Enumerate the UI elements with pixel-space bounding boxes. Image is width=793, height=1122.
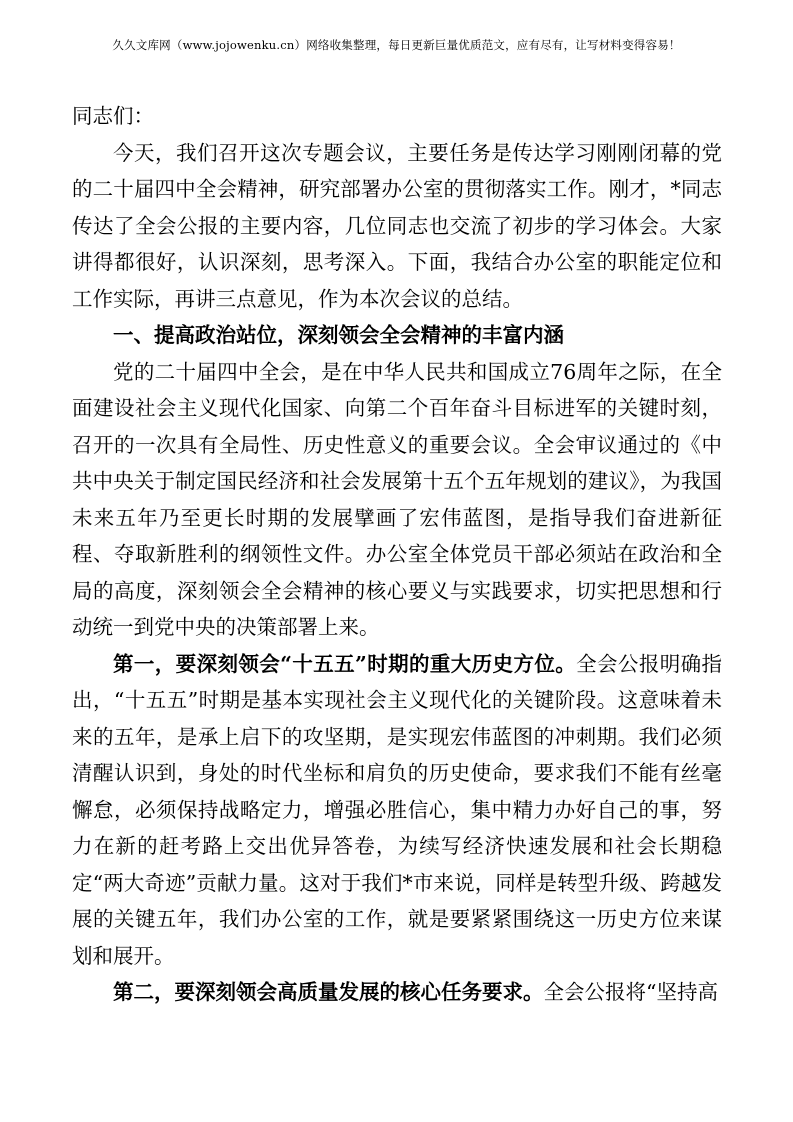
salutation: 同志们： — [72, 104, 154, 128]
point-1-text: 全会公报明确指出，“十五五”时期是基本实现社会主义现代化的关键阶段。这意味着未来的五年，是承上启下的攻坚期，是实现宏伟蓝图的冲刺期。我们必须清醒认识到，身处的时代坐标和肩负的历史使命，要求我们不能有丝毫懈怠，必须保持战略定力，增强必胜信心，集中精力办好自己的事，努力在新的赶考路上交出优异答卷，为续写经济快速发展和社会长期稳定“两大奇迹”贡献力量。这对于我们*市来说，同样是转型升级、跨越发展的关键五年，我们办公室的工作，就是要紧紧围绕这一历史方位来谋划和展开。 — [72, 651, 723, 968]
paragraph-section-1-overview: 党的二十届四中全会，是在中华人民共和国成立76周年之际，在全面建设社会主义现代化国家、向第二个百年奋斗目标进军的关键时刻，召开的一次具有全局性、历史性意义的重要会议。全会审议通过的《中共中央关于制定国民经济和社会发展第十五个五年规划的建议》，为我国未来五年乃至更长时期的发展擘画了宏伟蓝图，是指导我们奋进新征程、夺取新胜利的纲领性文件。办公室全体党员干部必须站在政治和全局的高度，深刻领会全会精神的核心要义与实践要求，切实把思想和行动统一到党中央的决策部署上来。 — [72, 359, 722, 639]
paragraph-point-1 — [72, 646, 722, 975]
paragraph-point-2 — [72, 974, 722, 1011]
point-1-lead: 第一，要深刻领会“十五五”时期的重大历史方位。 — [113, 651, 577, 676]
paragraph-intro: 今天，我们召开这次专题会议，主要任务是传达学习刚刚闭幕的党的二十届四中全会精神，研究部署办公室的贯彻落实工作。刚才，*同志传达了全会公报的主要内容，几位同志也交流了初步的学习体会。大家讲得都很好，认识深刻，思考深入。下面，我结合办公室的职能定位和工作实际，再讲三点意见，作为本次会议的总结。 — [72, 140, 722, 311]
page-header-banner: 久久文库网（www.jojowenku.cn）网络收集整理，每日更新巨量优质范文，应有尽有，让写材料变得容易！ — [112, 38, 681, 52]
point-2-text: 全会公报将“坚持高 — [543, 980, 718, 1004]
point-2-lead: 第二，要深刻领会高质量发展的核心任务要求。 — [113, 980, 544, 1004]
section-heading-1: 一、提高政治站位，深刻领会全会精神的丰富内涵 — [113, 323, 564, 347]
document-body — [72, 98, 722, 1011]
